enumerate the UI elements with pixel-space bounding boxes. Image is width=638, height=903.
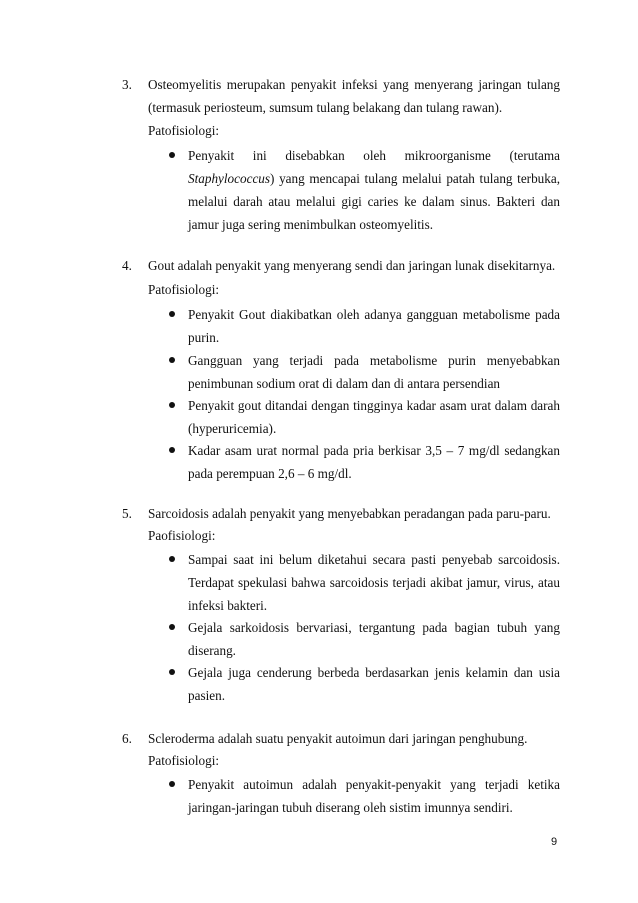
bullet-icon bbox=[169, 447, 175, 453]
bullet-icon bbox=[169, 669, 175, 675]
bullet-icon bbox=[169, 152, 175, 158]
item-section-label: Patofisiologi: bbox=[148, 282, 220, 297]
bullet-text: Gangguan yang terjadi pada metabolisme purin menyebabkan penimbunan sodium orat di dalam dan di antara persendian bbox=[188, 353, 560, 391]
item-intro: Osteomyelitis merupakan penyakit infeksi yang menyerang jaringan tulang (termasuk periosteum, sumsum tulang belakang dan tulang rawan). bbox=[148, 77, 560, 115]
item-intro: Gout adalah penyakit yang menyerang sendi dan jaringan lunak disekitarnya. bbox=[148, 258, 556, 273]
item-intro: Sarcoidosis adalah penyakit yang menyebabkan peradangan pada paru-paru. bbox=[148, 506, 551, 521]
bullet-text: Penyakit ini disebabkan oleh mikroorganisme (terutama Staphylococcus) yang mencapai tulang melalui patah tulang terbuka, melalui darah atau melalui gigi caries ke dalam sinus. Bakteri dan jamur juga sering menimbulkan osteomyelitis. bbox=[188, 148, 560, 232]
item-section-label: Patofisiologi: bbox=[148, 123, 220, 138]
bullet-icon bbox=[169, 357, 175, 363]
bullet-text: Gejala juga cenderung berbeda berdasarkan jenis kelamin dan usia pasien. bbox=[188, 665, 560, 703]
bullet-icon bbox=[169, 311, 175, 317]
bullet-text: Penyakit gout ditandai dengan tingginya kadar asam urat dalam darah (hyperuricemia). bbox=[188, 398, 560, 436]
page-number: 9 bbox=[551, 836, 558, 848]
item-number: 6. bbox=[122, 731, 132, 746]
bullet-icon bbox=[169, 781, 175, 787]
bullet-text: Sampai saat ini belum diketahui secara pasti penyebab sarcoidosis. Terdapat spekulasi bahwa sarcoidosis terjadi akibat jamur, virus, atau infeksi bakteri. bbox=[188, 552, 560, 613]
bullet-icon bbox=[169, 624, 175, 630]
italic-term: Staphylococcus bbox=[188, 171, 271, 186]
bullet-text: Gejala sarkoidosis bervariasi, tergantung pada bagian tubuh yang diserang. bbox=[188, 620, 560, 658]
bullet-text: Penyakit Gout diakibatkan oleh adanya gangguan metabolisme pada purin. bbox=[188, 307, 560, 345]
item-number: 3. bbox=[122, 77, 132, 92]
bullet-text: Penyakit autoimun adalah penyakit-penyakit yang terjadi ketika jaringan-jaringan tubuh diserang oleh sistim imunnya sendiri. bbox=[188, 777, 560, 815]
bullet-text: Kadar asam urat normal pada pria berkisar 3,5 – 7 mg/dl sedangkan pada perempuan 2,6 – 6 mg/dl. bbox=[188, 443, 560, 481]
item-section-label: Paofisiologi: bbox=[148, 528, 216, 543]
bullet-icon bbox=[169, 402, 175, 408]
bullet-icon bbox=[169, 556, 175, 562]
item-number: 4. bbox=[122, 258, 132, 273]
item-section-label: Patofisiologi: bbox=[148, 753, 220, 768]
item-number: 5. bbox=[122, 506, 132, 521]
item-intro: Scleroderma adalah suatu penyakit autoimun dari jaringan penghubung. bbox=[148, 731, 528, 746]
